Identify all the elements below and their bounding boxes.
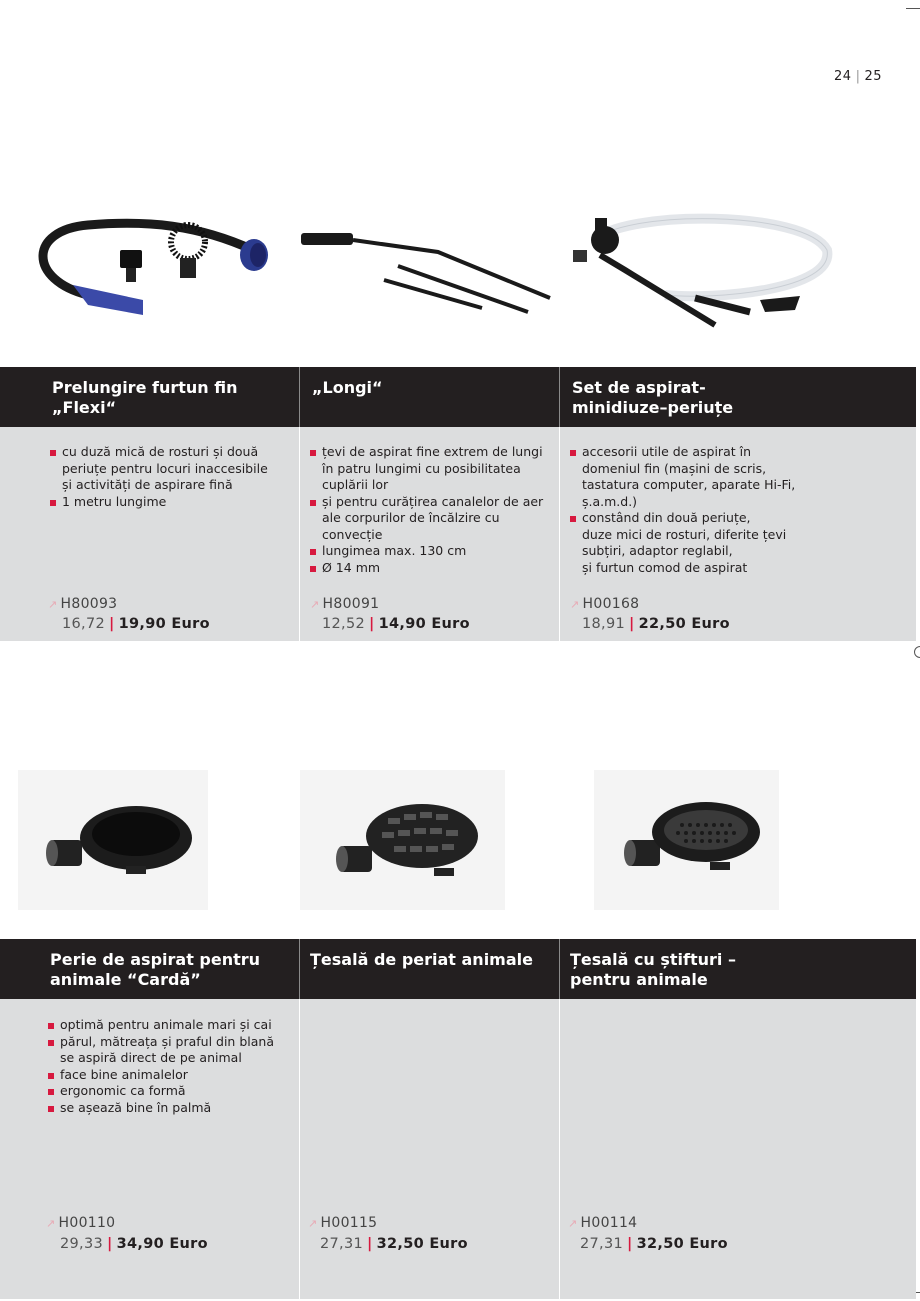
product-code	[568, 1215, 637, 1231]
arrow-ne-icon: ↗	[308, 1217, 318, 1230]
bullet-list	[310, 444, 560, 576]
product-price	[580, 1236, 728, 1252]
product-info-longi	[300, 427, 560, 641]
bullet-item-continued: tastatura computer, aparate Hi-Fi,	[582, 477, 796, 492]
bullet-item: ergonomic ca formă	[48, 1083, 293, 1100]
pet-brush-icon	[18, 770, 208, 900]
product-photos-row-2	[0, 770, 916, 910]
bullet-item: cu duză mică de rosturi și două	[50, 444, 295, 461]
title-bar-row-1	[0, 367, 916, 427]
bullet-item-continued: se aspiră direct de pe animal	[60, 1050, 242, 1065]
bullet-item-continued: în patru lungimi cu posibilitatea	[322, 460, 521, 476]
arrow-ne-icon: ↗	[46, 1217, 56, 1230]
price-net: 27,31	[320, 1236, 364, 1252]
product-title-line: Prelungire furtun fin	[52, 378, 238, 397]
price-net: 18,91	[582, 616, 626, 632]
price-separator: |	[369, 616, 375, 632]
product-photos-row-1	[0, 200, 916, 360]
product-title-line: Țesală cu știfturi –	[570, 950, 736, 969]
product-code-value: H80093	[60, 596, 118, 612]
price-gross: 19,90 Euro	[118, 616, 210, 632]
product-price	[320, 1236, 468, 1252]
bullet-item-continued: ș.a.m.d.)	[582, 493, 638, 509]
bullet-item-continued: și activități de aspirare fină	[62, 477, 233, 492]
price-separator: |	[367, 1236, 373, 1252]
bullet-item-continued: subțiri, adaptor reglabil,	[582, 543, 733, 558]
product-info-mini-set	[560, 427, 916, 641]
bullet-item: se așează bine în palmă	[48, 1100, 293, 1117]
price-net: 12,52	[322, 616, 366, 632]
product-image-card-brush	[18, 770, 208, 910]
product-title-line: animale “Cardă”	[50, 970, 201, 989]
bullet-item-continued: și furtun comod de aspirat	[582, 559, 748, 575]
product-code	[308, 1215, 377, 1231]
product-price	[322, 616, 470, 632]
price-separator: |	[629, 616, 635, 632]
bullet-item: Ø 14 mm	[310, 560, 560, 577]
product-image-pin-brush	[594, 770, 779, 910]
product-image-longi	[298, 200, 558, 360]
product-title-line: „Flexi“	[52, 398, 117, 417]
page-number-left: 24	[834, 69, 852, 84]
price-net: 16,72	[62, 616, 106, 632]
bullet-item: face bine animalelor	[48, 1067, 293, 1084]
page-number-separator: |	[855, 69, 861, 84]
product-title-line: Set de aspirat-	[572, 378, 706, 397]
product-image-curry-brush	[300, 770, 505, 910]
page-number-right: 25	[864, 69, 882, 84]
product-image-flexi	[28, 200, 278, 360]
price-separator: |	[107, 1236, 113, 1252]
product-title-flexi	[0, 367, 300, 427]
arrow-ne-icon: ↗	[568, 1217, 578, 1230]
price-gross: 34,90 Euro	[116, 1236, 208, 1252]
bullet-item: lungimea max. 130 cm	[310, 543, 560, 560]
product-price	[62, 616, 210, 632]
product-info-flexi	[0, 427, 300, 641]
bullet-item: accesorii utile de aspirat în	[570, 444, 810, 461]
product-code-value: H00115	[320, 1215, 378, 1231]
price-separator: |	[109, 616, 115, 632]
bullet-item: părul, mătreața și praful din blană	[48, 1034, 293, 1051]
bullet-item-continued: domeniul fin (mașini de scris,	[582, 460, 767, 476]
page-number	[834, 69, 882, 84]
product-title-line: Țesală de periat animale	[310, 950, 533, 969]
crop-mark-top	[906, 8, 920, 9]
product-code	[310, 596, 379, 612]
product-price	[60, 1236, 208, 1252]
flexi-hose-icon	[28, 200, 278, 330]
price-net: 29,33	[60, 1236, 104, 1252]
pin-comb-icon	[594, 770, 779, 900]
bullet-item-continued: duze mici de rosturi, diferite țevi	[582, 526, 787, 542]
product-price	[582, 616, 730, 632]
product-info-pin-brush	[560, 999, 916, 1299]
bullet-list	[570, 444, 810, 576]
arrow-ne-icon: ↗	[570, 598, 580, 611]
registration-mark-icon	[914, 646, 920, 658]
bullet-list	[50, 444, 295, 510]
product-title-longi	[300, 367, 560, 427]
longi-tubes-icon	[298, 200, 558, 330]
bullet-item: țevi de aspirat fine extrem de lungi	[310, 444, 560, 461]
product-title-line: pentru animale	[570, 970, 708, 989]
product-title-pin-brush	[560, 939, 916, 999]
product-info-card-brush	[0, 999, 300, 1299]
product-code-value: H00110	[58, 1215, 116, 1231]
bullet-item-continued: ale corpurilor de încălzire cu convecție	[322, 510, 500, 542]
info-bar-row-1	[0, 427, 916, 641]
product-title-line: „Longi“	[312, 378, 383, 397]
product-code-value: H00114	[580, 1215, 638, 1231]
bullet-item-continued: cuplării lor	[322, 477, 389, 492]
bullet-item: și pentru curățirea canalelor de aer	[310, 494, 560, 511]
product-title-mini-set	[560, 367, 916, 427]
arrow-ne-icon: ↗	[310, 598, 320, 611]
product-title-line: Perie de aspirat pentru	[50, 950, 261, 969]
mini-nozzle-set-icon	[565, 200, 840, 340]
price-separator: |	[627, 1236, 633, 1252]
product-code-value: H00168	[582, 596, 640, 612]
bullet-item-continued: periuțe pentru locuri inaccesibile	[62, 460, 268, 476]
price-gross: 14,90 Euro	[378, 616, 470, 632]
product-code	[46, 1215, 115, 1231]
price-gross: 32,50 Euro	[376, 1236, 468, 1252]
arrow-ne-icon: ↗	[48, 598, 58, 611]
product-image-mini-set	[565, 200, 840, 360]
bullet-list	[48, 1017, 293, 1116]
product-code-value: H80091	[322, 596, 380, 612]
product-title-line: minidiuze–periuțe	[572, 398, 734, 417]
title-bar-row-2	[0, 939, 916, 999]
price-gross: 32,50 Euro	[636, 1236, 728, 1252]
price-gross: 22,50 Euro	[638, 616, 730, 632]
product-code	[48, 596, 117, 612]
info-bar-row-2	[0, 999, 916, 1299]
product-title-curry-brush	[300, 939, 560, 999]
product-info-curry-brush	[300, 999, 560, 1299]
bullet-item: 1 metru lungime	[50, 494, 295, 511]
product-code	[570, 596, 639, 612]
price-net: 27,31	[580, 1236, 624, 1252]
bullet-item: optimă pentru animale mari și cai	[48, 1017, 293, 1034]
product-title-card-brush	[0, 939, 300, 999]
bullet-item: constând din două periuțe,	[570, 510, 810, 527]
curry-comb-icon	[300, 770, 505, 900]
